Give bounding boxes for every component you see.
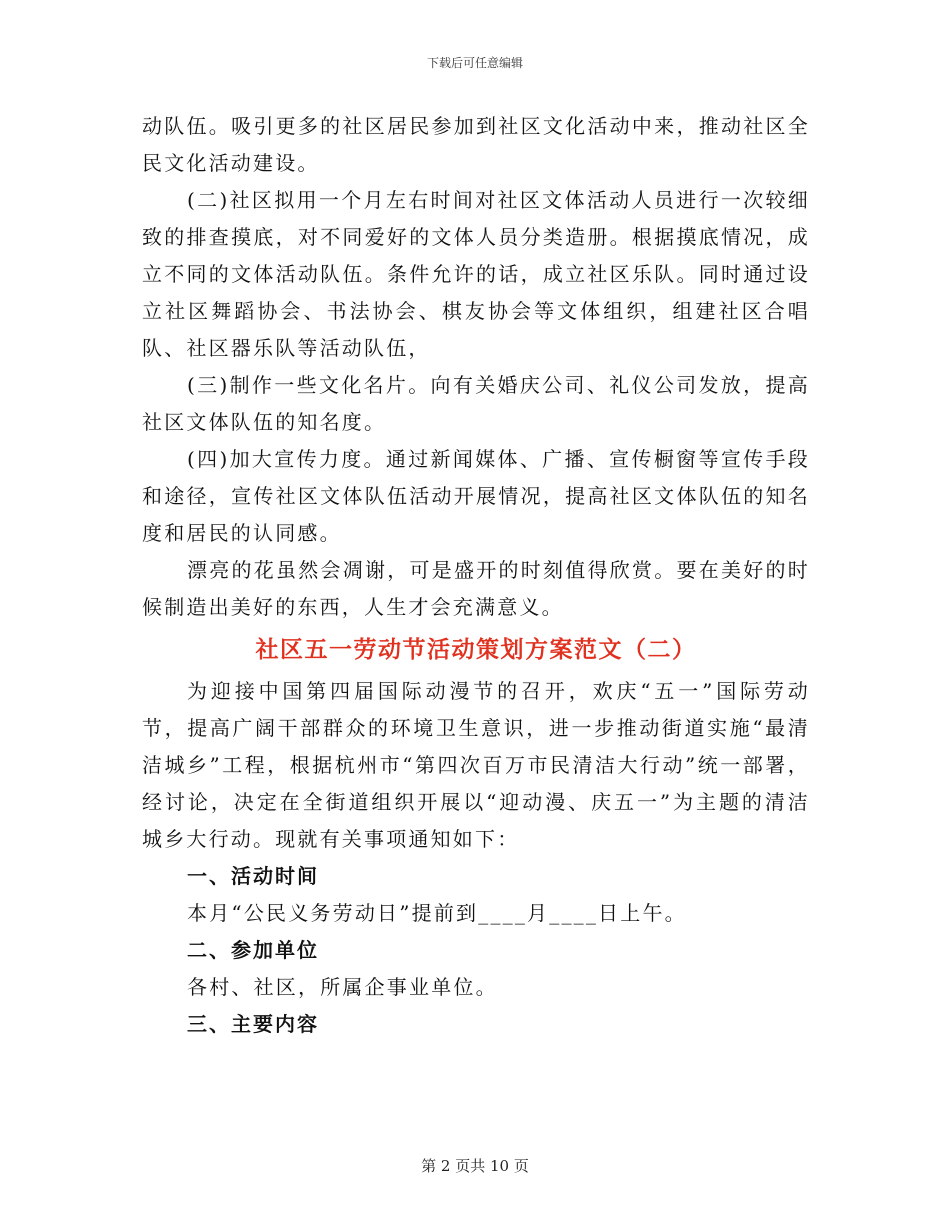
paragraph-3: (三)制作一些文化名片。向有关婚庆公司、礼仪公司发放，提高社区文体队伍的知名度。 (142, 373, 810, 434)
heading-participants: 二、参加单位 (187, 938, 319, 962)
heading-main-content: 三、主要内容 (187, 1012, 319, 1036)
paragraph-1: 动队伍。吸引更多的社区居民参加到社区文化活动中来，推动社区全民文化活动建设。 (142, 114, 810, 175)
page-footer: 第 2 页共 10 页 (421, 1157, 529, 1175)
activity-time-body: 本月“公民义务劳动日”提前到____月____日上午。 (187, 901, 687, 925)
section-title: 社区五一劳动节活动策划方案范文（二） (255, 637, 697, 663)
heading-activity-time: 一、活动时间 (187, 864, 319, 888)
header-note: 下载后可任意编辑 (426, 56, 523, 70)
participants-body: 各村、社区，所属企事业单位。 (187, 975, 498, 999)
paragraph-5: 漂亮的花虽然会凋谢，可是盛开的时刻值得欣赏。要在美好的时候制造出美好的东西，人生才会充满意义。 (142, 558, 810, 619)
intro-paragraph: 为迎接中国第四届国际动漫节的召开，欢庆“五一”国际劳动节，提高广阔干部群众的环境卫生意识，进一步推动街道实施“最清洁城乡”工程，根据杭州市“第四次百万市民清洁大行动”统一部署，经讨论，决定在全街道组织开展以“迎动漫、庆五一”为主题的清洁城乡大行动。现就有关事项通知如下： (142, 679, 810, 851)
document-body (142, 108, 810, 1043)
paragraph-4: (四)加大宣传力度。通过新闻媒体、广播、宣传橱窗等宣传手段和途径，宣传社区文体队伍活动开展情况，提高社区文体队伍的知名度和居民的认同感。 (142, 447, 810, 545)
paragraph-2: (二)社区拟用一个月左右时间对社区文体活动人员进行一次较细致的排查摸底，对不同爱好的文体人员分类造册。根据摸底情况，成立不同的文体活动队伍。条件允许的话，成立社区乐队。同时通过设立社区舞蹈协会、书法协会、棋友协会等文体组织，组建社区合唱队、社区器乐队等活动队伍， (142, 188, 810, 360)
